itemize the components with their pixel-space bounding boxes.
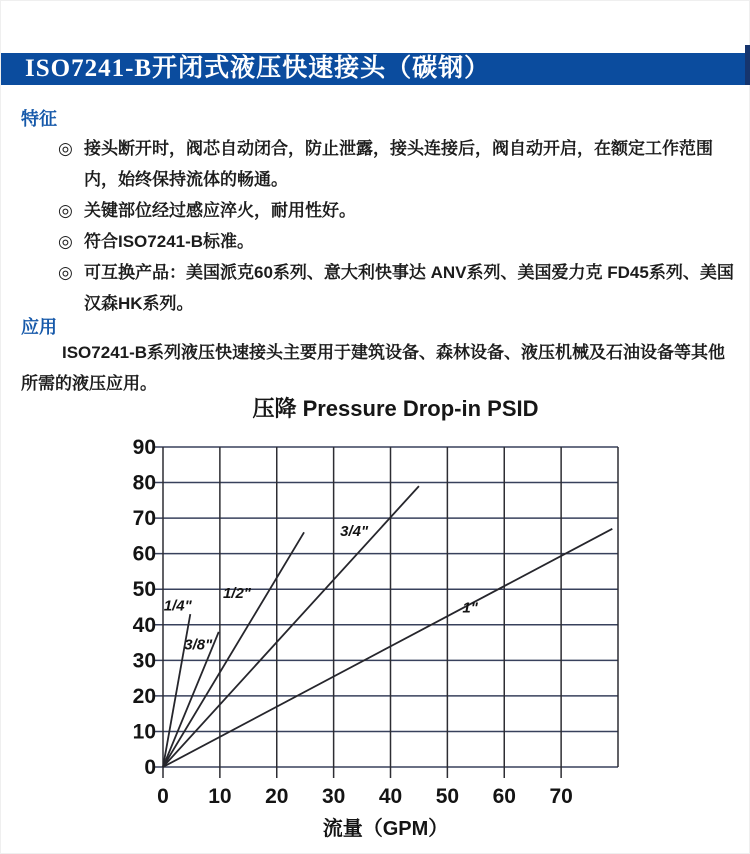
x-tick-label: 10 bbox=[208, 785, 232, 808]
bullet-text: 可互换产品：美国派克60系列、意大利快事达 ANV系列、美国爱力克 FD45系列、美国汉森HK系列。 bbox=[84, 263, 734, 313]
chart-title: 压降 Pressure Drop-in PSID bbox=[252, 396, 539, 421]
series-label: 3/4" bbox=[340, 522, 369, 540]
y-tick-label: 30 bbox=[132, 649, 156, 673]
y-tick-label: 20 bbox=[132, 684, 156, 708]
header-corner-tab bbox=[745, 45, 750, 85]
y-tick-label: 0 bbox=[144, 756, 156, 779]
series-label: 1/2" bbox=[222, 585, 251, 603]
x-tick-label: 50 bbox=[435, 785, 460, 808]
feature-bullet bbox=[58, 195, 737, 226]
pressure-drop-chart bbox=[101, 431, 661, 851]
bullet-marker-icon: ◎ bbox=[58, 139, 73, 158]
x-axis-title: 流量（GPM） bbox=[322, 818, 449, 840]
y-tick-label: 90 bbox=[132, 436, 156, 459]
bullet-text: 关键部位经过感应淬火，耐用性好。 bbox=[84, 201, 356, 220]
x-tick-label: 20 bbox=[265, 785, 289, 808]
series-label: 3/8" bbox=[184, 636, 213, 654]
application-heading: 应用 bbox=[21, 317, 57, 337]
y-tick-label: 40 bbox=[132, 613, 156, 637]
y-tick-label: 10 bbox=[132, 720, 156, 744]
series-label: 1/4" bbox=[163, 597, 192, 615]
y-tick-label: 60 bbox=[132, 542, 156, 566]
feature-bullet bbox=[58, 226, 737, 257]
features-heading: 特征 bbox=[21, 109, 57, 129]
series-label: 1" bbox=[462, 599, 478, 617]
x-tick-label: 30 bbox=[321, 785, 346, 808]
application-paragraph: ISO7241-B系列液压快速接头主要用于建筑设备、森林设备、液压机械及石油设备等其他所需的液压应用。 bbox=[21, 343, 726, 393]
y-tick-label: 80 bbox=[132, 471, 156, 495]
features-bullet-list bbox=[1, 133, 750, 319]
feature-bullet bbox=[58, 133, 737, 195]
bullet-marker-icon: ◎ bbox=[58, 232, 73, 251]
bullet-marker-icon: ◎ bbox=[58, 263, 73, 282]
page-title: ISO7241-B开闭式液压快速接头（碳钢） bbox=[25, 55, 491, 82]
y-tick-label: 70 bbox=[132, 507, 156, 531]
series-line bbox=[163, 486, 419, 767]
feature-bullet bbox=[58, 257, 737, 319]
bullet-marker-icon: ◎ bbox=[58, 201, 73, 220]
x-tick-label: 0 bbox=[157, 785, 169, 808]
bullet-text: 符合ISO7241-B标准。 bbox=[84, 232, 255, 251]
x-tick-label: 40 bbox=[378, 785, 403, 808]
x-tick-label: 70 bbox=[549, 785, 573, 808]
x-tick-label: 60 bbox=[492, 785, 516, 808]
y-tick-label: 50 bbox=[132, 578, 156, 602]
header-bar bbox=[1, 53, 745, 85]
bullet-text: 接头断开时，阀芯自动闭合，防止泄露，接头连接后，阀自动开启，在额定工作范围内，始终保持流体的畅通。 bbox=[84, 139, 713, 189]
